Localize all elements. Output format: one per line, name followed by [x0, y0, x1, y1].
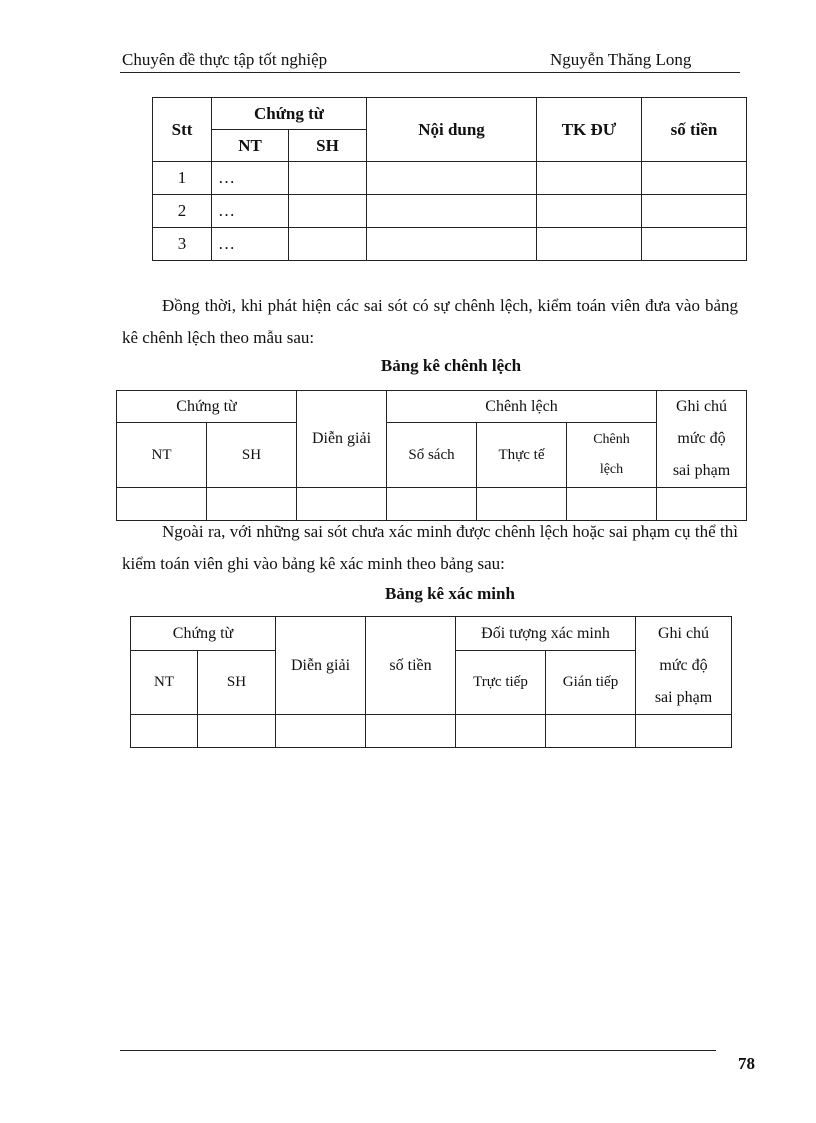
row-stt: 2 [153, 195, 212, 228]
row-stt: 1 [153, 162, 212, 195]
col-chung-tu: Chứng từ [117, 391, 297, 423]
row-nt: … [212, 228, 289, 261]
row-nt: … [212, 162, 289, 195]
table-row [153, 195, 747, 228]
table-row [153, 162, 747, 195]
col-sh: SH [207, 423, 297, 488]
col-so-sach: Sổ sách [387, 423, 477, 488]
col-nt: NT [131, 651, 198, 715]
col-chung-tu: Chứng từ [212, 98, 367, 130]
paragraph-verification [122, 516, 738, 580]
col-nt: NT [212, 130, 289, 162]
paragraph-verification-text: Ngoài ra, với những sai sót chưa xác minh được chênh lệch hoặc sai phạm cụ thể thì kiểm toán viên ghi vào bảng kê xác minh theo bảng sau: [122, 522, 738, 573]
col-chenh-lech: Chênh lệch [387, 391, 657, 423]
row-stt: 3 [153, 228, 212, 261]
col-dien-giai: Diễn giải [297, 391, 387, 488]
col-sh: SH [289, 130, 367, 162]
table-row [131, 715, 732, 748]
col-gian-tiep: Gián tiếp [546, 651, 636, 715]
col-thuc-te: Thực tế [477, 423, 567, 488]
paragraph-discrepancy [122, 290, 738, 354]
header-left-title: Chuyên đề thực tập tốt nghiệp [122, 50, 328, 69]
header-divider [120, 72, 740, 73]
col-chenh: Chênh lệch [567, 423, 657, 488]
paragraph-discrepancy-text: Đồng thời, khi phát hiện các sai sót có sự chênh lệch, kiểm toán viên đưa vào bảng kê chênh lệch theo mẫu sau: [122, 296, 738, 347]
verification-table-title: Bảng kê xác minh [385, 584, 515, 603]
discrepancy-table [116, 390, 747, 521]
header-author: Nguyễn Thăng Long [550, 50, 692, 69]
col-ghi-chu: Ghi chú mức độ sai phạm [657, 391, 747, 488]
col-stt: Stt [153, 98, 212, 162]
col-noi-dung: Nội dung [367, 98, 537, 162]
col-dien-giai: Diễn giải [276, 617, 366, 715]
voucher-table [152, 97, 747, 261]
discrepancy-table-title: Bảng kê chênh lệch [380, 356, 522, 375]
col-ghi-chu: Ghi chú mức độ sai phạm [636, 617, 732, 715]
col-chung-tu: Chứng từ [131, 617, 276, 651]
page-number: 78 [738, 1054, 755, 1073]
col-doi-tuong: Đối tượng xác minh [456, 617, 636, 651]
row-nt: … [212, 195, 289, 228]
col-so-tien: số tiền [642, 98, 747, 162]
table-row [153, 228, 747, 261]
verification-table [130, 616, 732, 748]
col-truc-tiep: Trực tiếp [456, 651, 546, 715]
col-so-tien: số tiền [366, 617, 456, 715]
col-nt: NT [117, 423, 207, 488]
col-tk-du: TK ĐƯ [537, 98, 642, 162]
footer-divider [120, 1050, 716, 1051]
col-sh: SH [198, 651, 276, 715]
